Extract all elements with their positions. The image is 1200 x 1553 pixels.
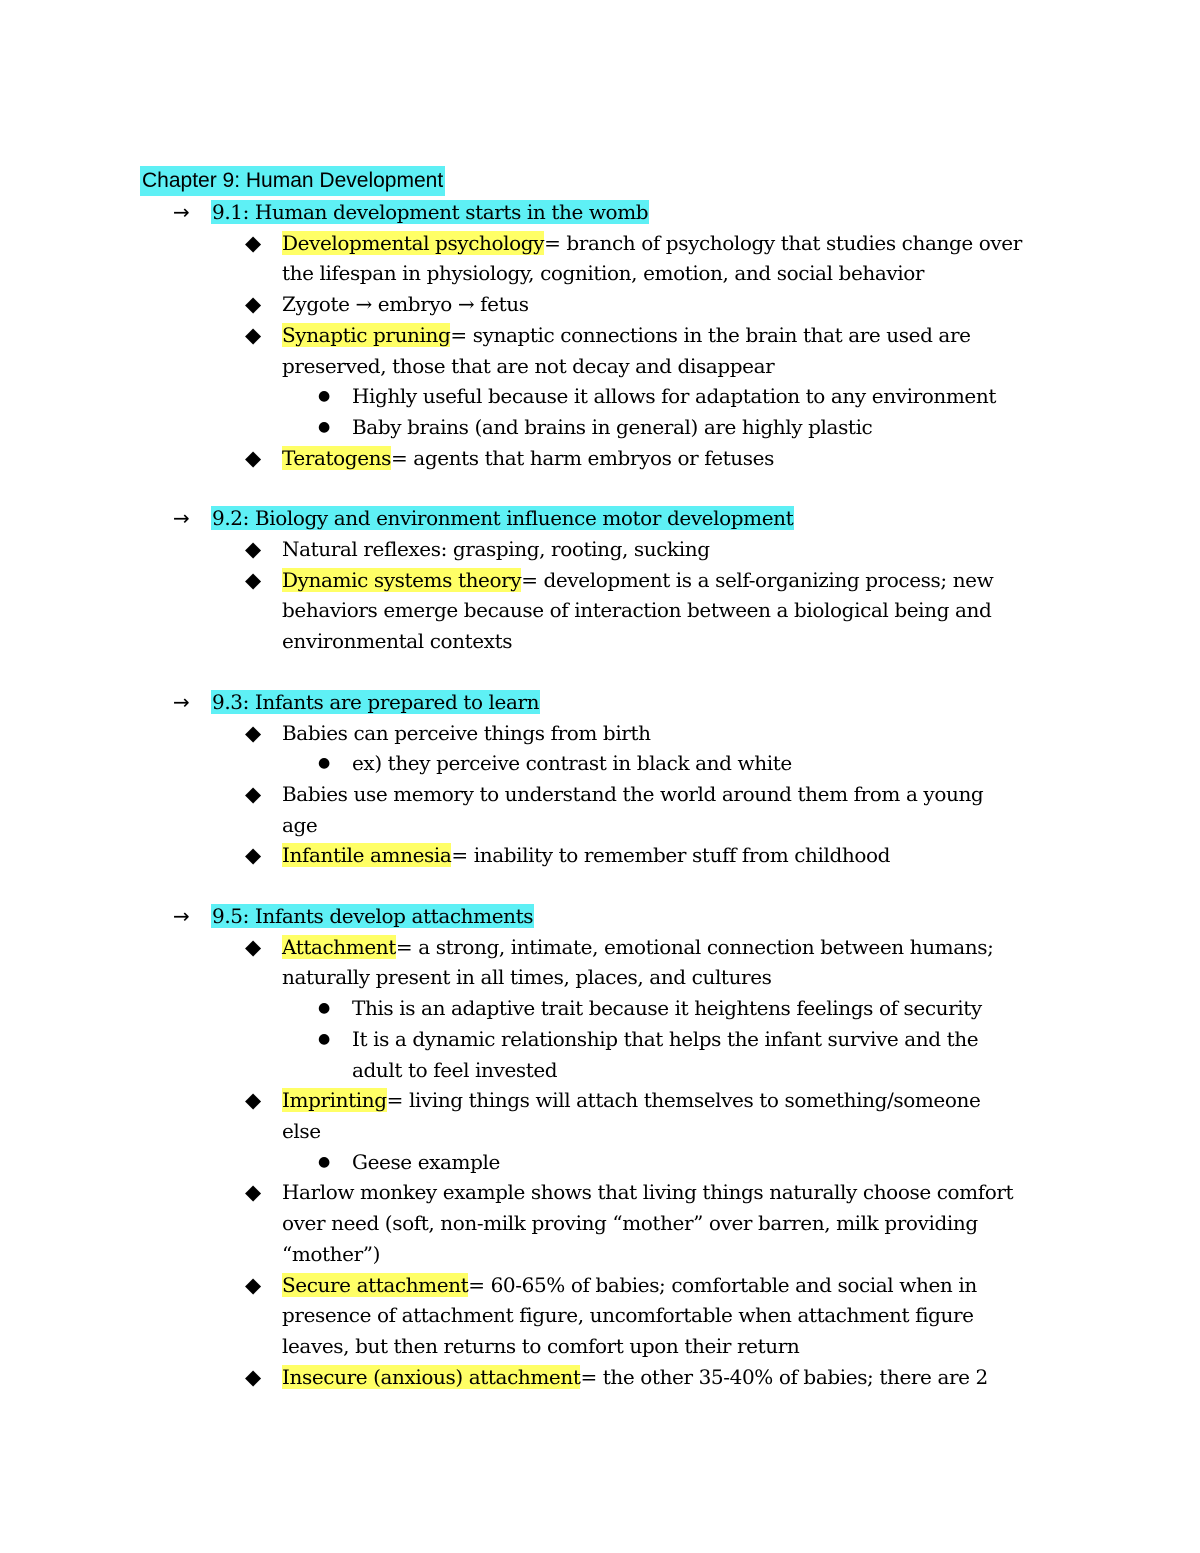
section-heading	[140, 197, 1080, 228]
section-heading	[140, 901, 1080, 932]
list-item	[140, 1362, 1080, 1393]
section-4	[140, 901, 1080, 1392]
arrow-icon: →	[173, 506, 190, 531]
list-item	[140, 565, 1080, 596]
continuation-line: else	[282, 1118, 321, 1143]
term-highlight: Imprinting	[282, 1088, 387, 1113]
section-3	[140, 687, 1080, 871]
term-highlight: Synaptic pruning	[282, 322, 451, 347]
sub-list-item	[140, 412, 1080, 443]
diamond-bullet-icon: ◆	[245, 843, 261, 868]
list-item	[140, 443, 1080, 474]
term-highlight: Insecure (anxious) attachment	[282, 1364, 581, 1389]
item-text: Natural reflexes: grasping, rooting, sucking	[282, 537, 710, 562]
item-text: = branch of psychology that studies change over	[544, 230, 1022, 255]
list-item	[140, 718, 1080, 749]
sub-list-item	[140, 1147, 1080, 1178]
term-highlight: Secure attachment	[282, 1272, 469, 1297]
continuation-line: over need (soft, non-milk proving “mother” over barren, milk providing	[282, 1211, 978, 1236]
section-heading	[140, 503, 1080, 534]
continuation-line: naturally present in all times, places, and cultures	[282, 965, 772, 990]
item-text: ex) they perceive contrast in black and white	[352, 751, 792, 776]
item-text: Babies use memory to understand the world around them from a young	[282, 781, 984, 806]
term-highlight: Dynamic systems theory	[282, 567, 522, 592]
diamond-bullet-icon: ◆	[245, 292, 261, 317]
section-heading	[140, 687, 1080, 718]
list-item	[140, 1177, 1080, 1208]
section-heading-text: 9.3: Infants are prepared to learn	[212, 689, 540, 714]
diamond-bullet-icon: ◆	[245, 781, 261, 806]
diamond-bullet-icon: ◆	[245, 445, 261, 470]
list-item	[140, 320, 1080, 351]
arrow-icon: →	[173, 904, 190, 929]
continuation-line: age	[282, 812, 318, 837]
term-highlight: Attachment	[282, 934, 396, 959]
continuation-line: adult to feel invested	[352, 1057, 558, 1082]
section-2	[140, 503, 1080, 657]
diamond-bullet-icon: ◆	[245, 720, 261, 745]
sub-list-item	[140, 748, 1080, 779]
diamond-bullet-icon: ◆	[245, 567, 261, 592]
term-highlight: Developmental psychology	[282, 230, 545, 255]
list-item	[140, 228, 1080, 259]
item-text: Zygote → embryo → fetus	[282, 292, 529, 317]
arrow-icon: →	[173, 689, 190, 714]
list-item	[140, 779, 1080, 810]
term-highlight: Teratogens	[282, 445, 391, 470]
continuation-line: presence of attachment figure, uncomfortable when attachment figure	[282, 1303, 974, 1328]
item-text: = 60-65% of babies; comfortable and social when in	[468, 1272, 977, 1297]
dot-bullet-icon: ●	[318, 388, 330, 405]
list-item	[140, 534, 1080, 565]
document-body	[140, 166, 1080, 1422]
item-text: = synaptic connections in the brain that are used are	[450, 322, 971, 347]
item-text: Highly useful because it allows for adaptation to any environment	[352, 384, 996, 409]
diamond-bullet-icon: ◆	[245, 934, 261, 959]
item-text: = the other 35-40% of babies; there are 2	[580, 1364, 988, 1389]
item-text: Babies can perceive things from birth	[282, 720, 651, 745]
item-text: Geese example	[352, 1149, 500, 1174]
item-text: This is an adaptive trait because it heightens feelings of security	[352, 996, 982, 1021]
continuation-line: behaviors emerge because of interaction between a biological being and	[282, 598, 992, 623]
diamond-bullet-icon: ◆	[245, 1272, 261, 1297]
list-item	[140, 289, 1080, 320]
diamond-bullet-icon: ◆	[245, 537, 261, 562]
section-1	[140, 197, 1080, 473]
dot-bullet-icon: ●	[318, 1153, 330, 1170]
diamond-bullet-icon: ◆	[245, 1088, 261, 1113]
section-heading-text: 9.1: Human development starts in the womb	[212, 200, 649, 224]
item-text: It is a dynamic relationship that helps the infant survive and the	[352, 1026, 979, 1051]
diamond-bullet-icon: ◆	[245, 230, 261, 255]
item-text: = inability to remember stuff from childhood	[451, 843, 891, 868]
dot-bullet-icon: ●	[318, 418, 330, 435]
item-text: Baby brains (and brains in general) are highly plastic	[352, 414, 873, 439]
continuation-line: leaves, but then returns to comfort upon their return	[282, 1333, 800, 1358]
dot-bullet-icon: ●	[318, 755, 330, 772]
term-highlight: Infantile amnesia	[282, 843, 452, 868]
continuation-line: preserved, those that are not decay and disappear	[282, 353, 775, 378]
continuation-line: “mother”)	[282, 1241, 380, 1266]
sub-list-item	[140, 381, 1080, 412]
dot-bullet-icon: ●	[318, 1000, 330, 1017]
diamond-bullet-icon: ◆	[245, 322, 261, 347]
item-text: = a strong, intimate, emotional connection between humans;	[395, 934, 994, 959]
item-text: Harlow monkey example shows that living things naturally choose comfort	[282, 1180, 1014, 1205]
diamond-bullet-icon: ◆	[245, 1180, 261, 1205]
list-item	[140, 840, 1080, 871]
diamond-bullet-icon: ◆	[245, 1364, 261, 1389]
continuation-line: environmental contexts	[282, 629, 513, 654]
continuation-line: the lifespan in physiology, cognition, emotion, and social behavior	[282, 261, 925, 286]
dot-bullet-icon: ●	[318, 1030, 330, 1047]
item-text: = agents that harm embryos or fetuses	[390, 445, 774, 470]
arrow-icon: →	[173, 200, 190, 224]
sub-list-item	[140, 1024, 1080, 1055]
list-item	[140, 932, 1080, 963]
list-item	[140, 1085, 1080, 1116]
sub-list-item	[140, 993, 1080, 1024]
item-text: = living things will attach themselves to something/someone	[386, 1088, 981, 1113]
item-text: = development is a self-organizing process; new	[521, 567, 994, 592]
section-heading-text: 9.2: Biology and environment influence motor development	[212, 506, 794, 531]
section-heading-text: 9.5: Infants develop attachments	[212, 904, 534, 929]
list-item	[140, 1270, 1080, 1301]
sections-container	[140, 197, 1080, 1392]
page-title: Chapter 9: Human Development	[140, 166, 445, 196]
